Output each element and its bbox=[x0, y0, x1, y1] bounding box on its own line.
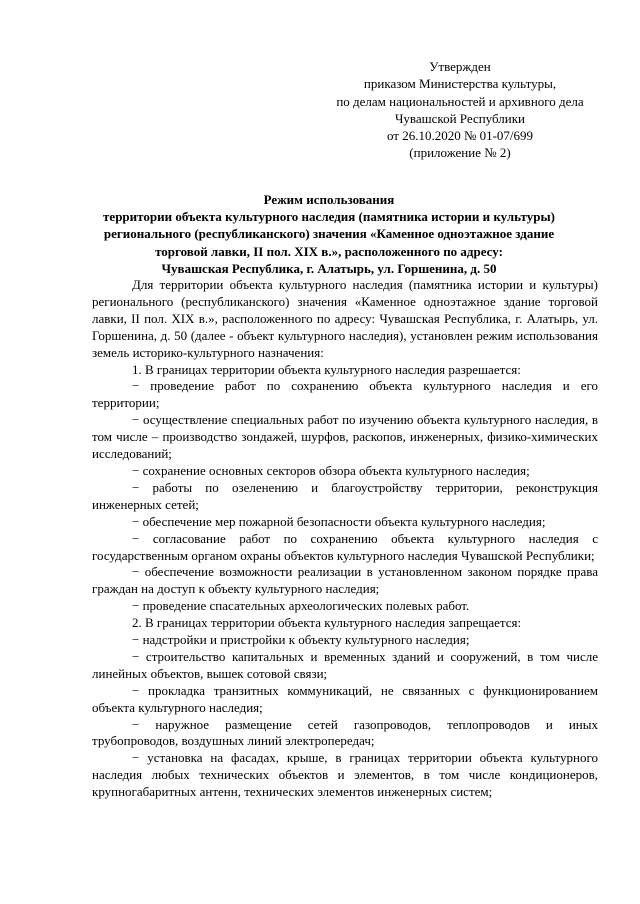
title-line: торговой лавки, II пол. XIX в.», расположенного по адресу: bbox=[155, 243, 503, 259]
list-item: − прокладка транзитных коммуникаций, не связанных с функционированием объекта культурного наследия; bbox=[92, 682, 598, 715]
approval-line: Чувашской Республики bbox=[394, 110, 526, 126]
approval-line: (приложение № 2) bbox=[409, 145, 511, 161]
list-item: − обеспечение мер пожарной безопасности объекта культурного наследия; bbox=[132, 513, 546, 529]
title-line: Режим использования bbox=[263, 192, 395, 207]
approval-block bbox=[300, 58, 620, 162]
approval-line: Утвержден bbox=[429, 59, 491, 74]
approval-line: по делам национальностей и архивного дела bbox=[336, 93, 584, 109]
list-item: − проведение спасательных археологических полевых работ. bbox=[132, 598, 470, 614]
title-line: регионального (республиканского) значения «Каменное одноэтажное здание bbox=[103, 226, 555, 242]
list-item: − строительство капитальных и временных зданий и сооружений, в том числе линейных объектов, вышек сотовой связи; bbox=[92, 648, 598, 681]
list-item: − надстройки и пристройки к объекту культурного наследия; bbox=[132, 632, 470, 648]
list-item: − осуществление специальных работ по изучению объекта культурного наследия, в том числе – производство зондажей, шурфов, раскопов, инженерных, физико-химических исследований; bbox=[92, 412, 598, 462]
list-item: − работы по озеленению и благоустройству территории, реконструкция инженерных сетей; bbox=[92, 479, 598, 512]
approval-line: от 26.10.2020 № 01-07/699 bbox=[386, 128, 534, 144]
list-item: − наружное размещение сетей газопроводов, теплопроводов и иных трубопроводов, воздушных линий электропередач; bbox=[92, 716, 598, 749]
document-title bbox=[68, 191, 590, 277]
list-item: − согласование работ по сохранению объекта культурного наследия с государственным органом охраны объектов культурного наследия Чувашской Республики; bbox=[92, 530, 598, 563]
document-body bbox=[92, 277, 598, 801]
list-item: − установка на фасадах, крыше, в границах территории объекта культурного наследия любых технических объектов и элементов, в том числе кондиционеров, крупногабаритных антенн, технических элементов инженерных систем; bbox=[92, 750, 598, 800]
title-line: территории объекта культурного наследия (памятника истории и культуры) bbox=[103, 209, 555, 225]
intro-paragraph: Для территории объекта культурного наследия (памятника истории и культуры) регионального (республиканского) значения «Каменное одноэтажное здание торговой лавки, II пол. XIX в.», расположенного по адресу: Чувашская Республика, г. Алатырь, ул. Горшенина, д. 50 (далее - объект культурного наследия), установлен режим использования земель историко-культурного назначения: bbox=[92, 277, 598, 360]
list-item: − сохранение основных секторов обзора объекта культурного наследия; bbox=[132, 462, 530, 478]
title-line: Чувашская Республика, г. Алатырь, ул. Горшенина, д. 50 bbox=[161, 260, 497, 276]
list-item: − проведение работ по сохранению объекта культурного наследия и его территории; bbox=[92, 378, 598, 411]
section-heading-forbidden: 2. В границах территории объекта культурного наследия запрещается: bbox=[132, 615, 522, 631]
approval-line: приказом Министерства культуры, bbox=[363, 76, 557, 92]
list-item: − обеспечение возможности реализации в установленном законом порядке права граждан на доступ к объекту культурного наследия; bbox=[92, 564, 598, 597]
section-heading-allowed: 1. В границах территории объекта культурного наследия разрешается: bbox=[132, 361, 521, 377]
